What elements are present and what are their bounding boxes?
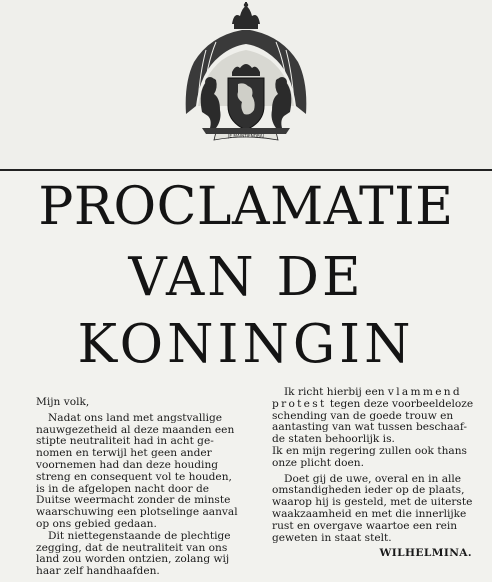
text-line: Duitse weermacht zonder de minste [36,494,231,507]
text-line: Nadat ons land met angstvallige [48,411,223,424]
right-paragraph-2 [272,446,472,470]
text-line: waarop hij is gesteld, met de uiterste [272,496,473,509]
text-line: rust en overgave waartoe een rein [272,519,458,532]
right-column [272,387,472,560]
text-line: stipte neutraliteit had in acht ge- [36,435,214,448]
title-line-3: KONINGIN [77,314,415,375]
text-line: aantasting van wat tussen beschaaf- [272,421,467,434]
royal-coat-of-arms [176,2,316,152]
protest-emphasis-2: protest [272,397,327,410]
text-line: omstandigheden ieder op de plaats, [272,484,465,497]
text-line: waakzaamheid en met die innerlijke [272,507,467,520]
protest-emphasis-1: vlammend [387,386,462,398]
text-line: op ons gebied gedaan. [36,517,157,530]
text-line: geweten in staat stelt. [272,531,392,544]
text-line: nomen en terwijl het geen ander [36,447,212,460]
salutation: Mijn volk, [36,396,90,408]
protest-lead: Ik richt hierbij een [284,386,385,398]
text-line: schending van de goede trouw en [272,409,454,422]
text-line: is in de afgelopen nacht door de [36,482,210,495]
text-line: zegging, dat de neutraliteit van ons [36,541,228,554]
signature: WILHELMINA. [379,547,472,560]
text-line: waarschuwing een plotselinge aanval [36,506,238,519]
left-column [36,397,250,578]
text-line: onze plicht doen. [272,456,364,469]
left-paragraph-2 [36,531,250,578]
left-paragraph-1 [36,413,250,531]
text-line: nauwgezetheid al deze maanden een [36,423,235,436]
text-line: Ik en mijn regering zullen ook thans [272,444,467,457]
text-line [272,399,472,411]
protest-rest: tegen deze voorbeeldeloze [329,397,474,410]
title-line-1: PROCLAMATIE [38,177,454,237]
text-line: haar zelf handhaafden. [36,565,160,578]
title-line-2: VAN DE [128,247,364,308]
text-line: Doet gij de uwe, overal en in alle [284,472,462,485]
text-line: Dit niettegenstaande de plechtige [48,529,231,542]
text-line: voornemen had dan deze houding [36,458,219,471]
text-line: streng en consequent vol te houden, [36,470,232,483]
text-line: land zou worden ontzien, zolang wij [36,553,230,566]
crest-motto: JE MAINTIENDRAI [228,133,264,139]
right-paragraph-1 [272,387,472,446]
text-line: de staten behoorlijk is. [272,433,395,446]
right-paragraph-3 [272,474,472,545]
